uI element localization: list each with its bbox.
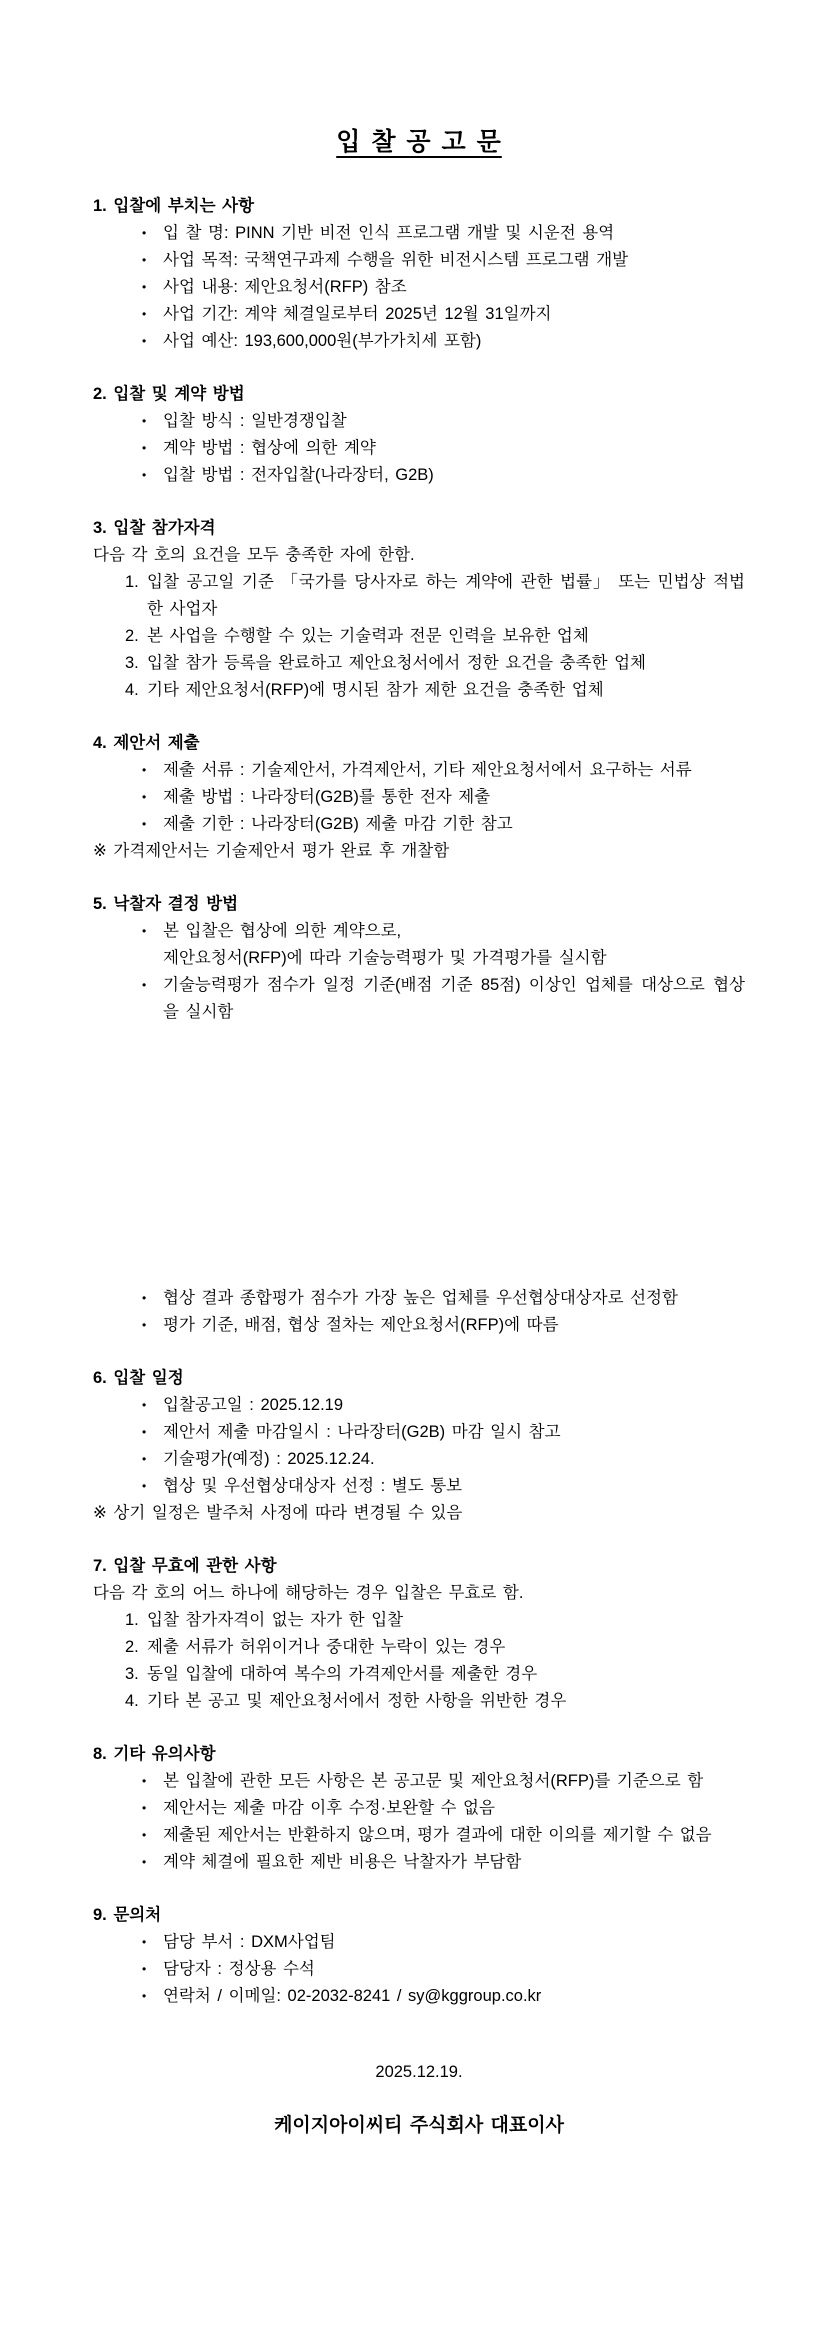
- bullet-text: 제안서 제출 마감일시 : 나라장터(G2B) 마감 일시 참고: [163, 1423, 561, 1441]
- bullet-item: [142, 408, 745, 435]
- bullet-icon: •: [142, 441, 147, 455]
- bullet-item: [142, 435, 745, 462]
- section-3: [93, 515, 745, 704]
- bullet-list-continued: [142, 1285, 745, 1339]
- numbered-item: [125, 569, 745, 623]
- bullet-item: [142, 274, 745, 301]
- bullet-text: 사업 내용: 제안요청서(RFP) 참조: [163, 278, 407, 296]
- section-heading: 4. 제안서 제출: [93, 734, 200, 752]
- bullet-item: [142, 462, 745, 489]
- bullet-text: 협상 및 우선협상대상자 선정 : 별도 통보: [163, 1477, 463, 1495]
- bullet-icon: •: [142, 1318, 147, 1332]
- section-heading: 6. 입찰 일정: [93, 1369, 184, 1387]
- bullet-item: [142, 1929, 745, 1956]
- section-heading: 5. 낙찰자 결정 방법: [93, 895, 239, 913]
- bullet-icon: •: [142, 280, 147, 294]
- bullet-text: 입 찰 명: PINN 기반 비전 인식 프로그램 개발 및 시운전 용역: [163, 224, 615, 242]
- bullet-text: 사업 기간: 계약 체결일로부터 2025년 12월 31일까지: [163, 305, 552, 323]
- bullet-item: [142, 301, 745, 328]
- bullet-icon: •: [142, 1828, 147, 1842]
- bullet-item: [142, 328, 745, 355]
- numbered-item: [125, 1607, 745, 1634]
- bullet-text: 담당 부서 : DXM사업팀: [163, 1933, 336, 1951]
- numbered-item: [125, 623, 745, 650]
- bullet-icon: •: [142, 1452, 147, 1466]
- numbered-item: [125, 677, 745, 704]
- numbered-item: [125, 1688, 745, 1715]
- section-8: [93, 1741, 745, 1876]
- numbered-text: 입찰 참가자격이 없는 자가 한 입찰: [147, 1611, 404, 1629]
- bullet-item: [142, 757, 745, 784]
- bullet-icon: •: [142, 1855, 147, 1869]
- item-number: 4.: [125, 1692, 139, 1710]
- bullet-text: 사업 목적: 국책연구과제 수행을 위한 비전시스템 프로그램 개발: [163, 251, 629, 269]
- section-9: [93, 1902, 745, 2010]
- bullet-text: 제출 서류 : 기술제안서, 가격제안서, 기타 제안요청서에서 요구하는 서류: [163, 761, 692, 779]
- bullet-icon: •: [142, 468, 147, 482]
- numbered-item: [125, 1634, 745, 1661]
- numbered-text: 제출 서류가 허위이거나 중대한 누락이 있는 경우: [147, 1638, 506, 1656]
- item-number: 2.: [125, 627, 139, 645]
- bullet-item: [142, 1392, 745, 1419]
- bullet-text: 입찰 방식 : 일반경쟁입찰: [163, 412, 347, 430]
- bullet-text: 협상 결과 종합평가 점수가 가장 높은 업체를 우선협상대상자로 선정함: [163, 1289, 678, 1307]
- section-2: [93, 381, 745, 489]
- bullet-text: 계약 방법 : 협상에 의한 계약: [163, 439, 376, 457]
- section-intro: 다음 각 호의 요건을 모두 충족한 자에 한함.: [93, 546, 415, 564]
- bullet-item: [142, 1795, 745, 1822]
- section-6: [93, 1365, 745, 1527]
- bullet-text-line1: 본 입찰은 협상에 의한 계약으로,: [163, 922, 402, 940]
- note-line: ※ 상기 일정은 발주처 사정에 따라 변경될 수 있음: [93, 1504, 463, 1522]
- bullet-text: 본 입찰에 관한 모든 사항은 본 공고문 및 제안요청서(RFP)를 기준으로 함: [163, 1772, 704, 1790]
- bullet-text: 기술능력평가 점수가 일정 기준(배점 기준 85점) 이상인 업체를 대상으로 협상을 실시함: [163, 976, 745, 1021]
- bullet-list: [142, 408, 745, 489]
- section-heading: 2. 입찰 및 계약 방법: [93, 385, 245, 403]
- numbered-text: 본 사업을 수행할 수 있는 기술력과 전문 인력을 보유한 업체: [147, 627, 589, 645]
- page-break-gap: [93, 1026, 745, 1285]
- bullet-icon: •: [142, 763, 147, 777]
- bullet-list: [142, 1768, 745, 1876]
- item-number: 4.: [125, 681, 139, 699]
- page-title: 입 찰 공 고 문: [336, 128, 502, 156]
- bullet-icon: •: [142, 924, 147, 938]
- bullet-text: 제출 기한 : 나라장터(G2B) 제출 마감 기한 참고: [163, 815, 513, 833]
- bullet-text: 담당자 : 정상용 수석: [163, 1960, 315, 1978]
- section-heading: 7. 입찰 무효에 관한 사항: [93, 1557, 277, 1575]
- numbered-item: [125, 650, 745, 677]
- section-heading: 9. 문의처: [93, 1906, 162, 1924]
- bullet-text: 제안서는 제출 마감 이후 수정·보완할 수 없음: [163, 1799, 495, 1817]
- bullet-text-line2: 제안요청서(RFP)에 따라 기술능력평가 및 가격평가를 실시함: [163, 949, 607, 967]
- bullet-icon: •: [142, 307, 147, 321]
- bullet-item: [142, 1473, 745, 1500]
- bullet-icon: •: [142, 1962, 147, 1976]
- bullet-item: [142, 220, 745, 247]
- bullet-item: [142, 1956, 745, 1983]
- numbered-text: 기타 제안요청서(RFP)에 명시된 참가 제한 요건을 충족한 업체: [147, 681, 604, 699]
- bullet-item: [142, 1419, 745, 1446]
- bullet-item: [142, 1285, 745, 1312]
- bullet-item: [142, 1768, 745, 1795]
- doc-date: 2025.12.19.: [375, 2063, 463, 2081]
- bullet-icon: •: [142, 790, 147, 804]
- bullet-icon: •: [142, 414, 147, 428]
- numbered-list: [125, 569, 745, 704]
- bullet-list: [142, 757, 745, 838]
- numbered-text: 입찰 참가 등록을 완료하고 제안요청서에서 정한 요건을 충족한 업체: [147, 654, 646, 672]
- bullet-list: [142, 1392, 745, 1500]
- item-number: 3.: [125, 1665, 139, 1683]
- bullet-icon: •: [142, 253, 147, 267]
- bullet-text: 기술평가(예정) : 2025.12.24.: [163, 1450, 375, 1468]
- item-number: 2.: [125, 1638, 139, 1656]
- bullet-text: 사업 예산: 193,600,000원(부가가치세 포함): [163, 332, 482, 350]
- bullet-item: [142, 1312, 745, 1339]
- bullet-item: [142, 1446, 745, 1473]
- bullet-text: 제출 방법 : 나라장터(G2B)를 통한 전자 제출: [163, 788, 491, 806]
- item-number: 3.: [125, 654, 139, 672]
- section-4: [93, 730, 745, 865]
- numbered-text: 입찰 공고일 기준 「국가를 당사자로 하는 계약에 관한 법률」 또는 민법상 적법한 사업자: [147, 573, 745, 618]
- numbered-text: 기타 본 공고 및 제안요청서에서 정한 사항을 위반한 경우: [147, 1692, 567, 1710]
- bullet-icon: •: [142, 1989, 147, 2003]
- bullet-text: 계약 체결에 필요한 제반 비용은 낙찰자가 부담함: [163, 1853, 522, 1871]
- section-heading: 3. 입찰 참가자격: [93, 519, 216, 537]
- section-heading: 8. 기타 유의사항: [93, 1745, 216, 1763]
- section-heading: 1. 입찰에 부치는 사항: [93, 197, 255, 215]
- bullet-icon: •: [142, 1774, 147, 1788]
- doc-signer: 케이지아이씨티 주식회사 대표이사: [274, 2115, 564, 2136]
- numbered-list: [125, 1607, 745, 1715]
- bullet-icon: •: [142, 978, 147, 992]
- bullet-item: [142, 784, 745, 811]
- bullet-list: [142, 918, 745, 1026]
- bullet-item: [142, 247, 745, 274]
- bullet-icon: •: [142, 1935, 147, 1949]
- bullet-text: 입찰공고일 : 2025.12.19: [163, 1396, 344, 1414]
- bullet-icon: •: [142, 817, 147, 831]
- section-intro: 다음 각 호의 어느 하나에 해당하는 경우 입찰은 무효로 함.: [93, 1584, 524, 1602]
- bullet-icon: •: [142, 1291, 147, 1305]
- bullet-text: 연락처 / 이메일: 02-2032-8241 / sy@kggroup.co.kr: [163, 1987, 542, 2005]
- numbered-text: 동일 입찰에 대하여 복수의 가격제안서를 제출한 경우: [147, 1665, 538, 1683]
- bullet-icon: •: [142, 1398, 147, 1412]
- bullet-icon: •: [142, 1479, 147, 1493]
- bullet-icon: •: [142, 334, 147, 348]
- item-number: 1.: [125, 1611, 139, 1629]
- bullet-text: 입찰 방법 : 전자입찰(나라장터, G2B): [163, 466, 434, 484]
- bullet-icon: •: [142, 226, 147, 240]
- bullet-item: [142, 918, 745, 972]
- section-1: [93, 193, 745, 355]
- item-number: 1.: [125, 573, 139, 591]
- bullet-text: 평가 기준, 배점, 협상 절차는 제안요청서(RFP)에 따름: [163, 1316, 559, 1334]
- note-line: ※ 가격제안서는 기술제안서 평가 완료 후 개찰함: [93, 842, 450, 860]
- bullet-item: [142, 811, 745, 838]
- numbered-item: [125, 1661, 745, 1688]
- bullet-item: [142, 972, 745, 1026]
- bullet-list: [142, 220, 745, 355]
- bullet-item: [142, 1822, 745, 1849]
- section-5: [93, 891, 745, 1339]
- bullet-text: [163, 918, 745, 972]
- bullet-icon: •: [142, 1801, 147, 1815]
- bullet-item: [142, 1849, 745, 1876]
- bullet-text: 제출된 제안서는 반환하지 않으며, 평가 결과에 대한 이의를 제기할 수 없음: [163, 1826, 712, 1844]
- bullet-icon: •: [142, 1425, 147, 1439]
- bullet-list: [142, 1929, 745, 2010]
- bullet-item: [142, 1983, 745, 2010]
- section-7: [93, 1553, 745, 1715]
